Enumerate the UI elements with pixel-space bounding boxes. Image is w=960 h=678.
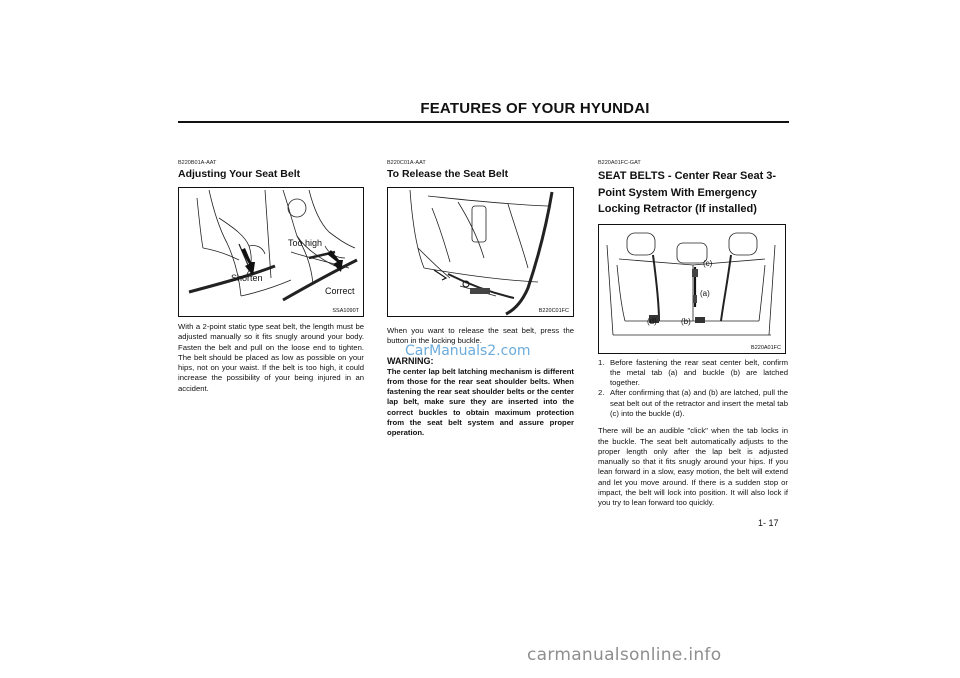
step-number: 1. xyxy=(598,357,605,367)
label-b: (b) xyxy=(681,316,691,326)
section-heading: Adjusting Your Seat Belt xyxy=(178,168,301,180)
label-d: (d) xyxy=(647,316,657,326)
section-release-seat-belt xyxy=(387,160,574,439)
section-body: There will be an audible "click" when the tab locks in the buckle. The seat belt automatically adjusts to the proper length only after the lap belt is adjusted manually so that it fits snugly around your hips. If you lean forward in a slow, easy motion, the belt will extend and let you move around. If there is a sudden stop or impact, the belt will lock into position. It will also lock if you try to lean forward too quickly. xyxy=(598,426,788,508)
figure-center-rear-belt xyxy=(598,224,786,354)
label-a: (a) xyxy=(700,288,710,298)
label-correct: Correct xyxy=(325,286,355,296)
page-title: FEATURES OF YOUR HYUNDAI xyxy=(420,100,650,117)
label-c: (c) xyxy=(703,258,713,268)
header-rule xyxy=(178,121,789,123)
label-too-high: Too high xyxy=(288,238,323,248)
figure-release-belt xyxy=(387,187,574,317)
label-shorten: Shorten xyxy=(231,273,263,283)
step-text: After confirming that (a) and (b) are latched, pull the seat belt out of the retractor and insert the metal tab (c) into the buckle (d). xyxy=(610,388,788,418)
section-heading: SEAT BELTS - Center Rear Seat 3-Point System With Emergency Locking Retractor (If installed) xyxy=(598,170,777,215)
watermark: CarManuals2.com xyxy=(405,343,531,359)
section-body: With a 2-point static type seat belt, the length must be adjusted manually so it fits snugly around your body. Fasten the belt and pull on the loose end to tighten. The belt should be placed as low as possible on your hips, not on your waist. If the belt is too high, it could increase the possibility of your being injured in an accident. xyxy=(178,322,364,393)
step-number: 2. xyxy=(598,388,605,398)
illustration-rear-seat-buckle xyxy=(388,188,573,316)
section-body: When you want to release the seat belt, press the button in the locking buckle. xyxy=(387,326,574,346)
section-heading: To Release the Seat Belt xyxy=(387,168,509,180)
section-adjusting-seat-belt xyxy=(178,160,364,394)
warning-title: WARNING: xyxy=(387,355,434,366)
illustration-belt-adjust xyxy=(179,188,363,316)
section-code: B220C01A-AAT xyxy=(387,160,426,166)
page-number: 1- 17 xyxy=(758,518,779,528)
list-item xyxy=(598,358,788,389)
footer-watermark: carmanualsonline.info xyxy=(527,645,722,665)
illustration-center-rear-seat xyxy=(599,225,785,353)
figure-adjusting-belt xyxy=(178,187,364,317)
section-center-rear-seat-belt xyxy=(598,160,788,509)
section-code: B220A01FC-GAT xyxy=(598,160,641,166)
section-code: B220B01A-AAT xyxy=(178,160,217,166)
figure-code: B220A01FC xyxy=(751,344,781,351)
warning-text: The center lap belt latching mechanism is different from those for the rear seat shoulder belts. When fastening the rear seat shoulder belts or the center lap belt, make sure they are inserted into the correct buckles to obtain maximum protection from the seat belt system and assure proper operation. xyxy=(387,366,574,438)
steps-list xyxy=(598,358,788,420)
figure-code: SSA1090T xyxy=(332,308,359,314)
list-item xyxy=(598,388,788,419)
step-text: Before fastening the rear seat center belt, confirm the metal tab (a) and buckle (b) are latched together. xyxy=(610,357,788,388)
figure-code: B220C01FC xyxy=(538,308,569,314)
